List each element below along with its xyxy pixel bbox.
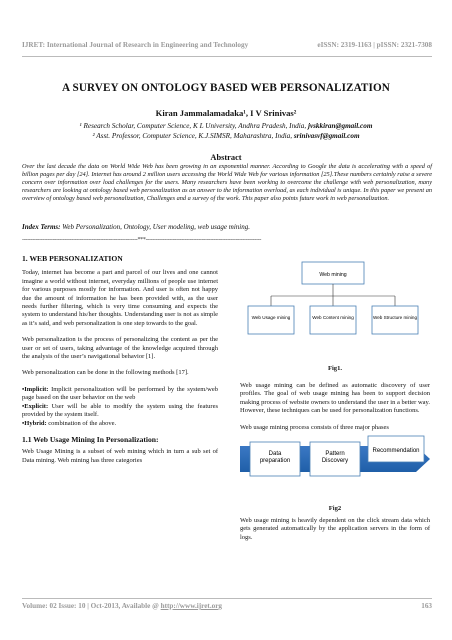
- paper-authors: Kiran Jammalamadaka¹, I V Srinivas²: [155, 108, 297, 118]
- web-usage-mining-phases-diagram: [240, 428, 430, 490]
- journal-link[interactable]: http://www.ijret.org: [160, 602, 222, 610]
- figure-1: [240, 256, 430, 372]
- affiliation-1-text: ¹ Research Scholar, Computer Science, K L University, Andhra Pradesh, India,: [79, 122, 308, 130]
- phase-label-recommendation: Recommendation: [372, 448, 420, 454]
- node-web-content-mining: [310, 306, 356, 334]
- footer-rule: [22, 598, 432, 599]
- figure-1-caption: Fig1.: [327, 365, 343, 372]
- bullet-text: User will be able to modify the system using the features provided by the system itself.: [22, 402, 218, 419]
- right-paragraph-1: Web usage mining can be defined as automatic discovery of user profiles. The goal of web usage mining has been to support decision making process of website owners to understand the user in a better way. However, these techniques can be used for personalization functions.: [240, 382, 430, 415]
- journal-issn: eISSN: 2319-1163 | pISSN: 2321-7308: [317, 41, 432, 49]
- footer-volume-text: Volume: 02 Issue: 10 | Oct-2013, Available @: [22, 602, 161, 610]
- section-separator: --------------------------------------------------------------------***--------------------------------------------------------------------: [22, 237, 262, 243]
- phase-label-word: Data: [268, 451, 282, 457]
- bullet-text: Implicit personalization will be performed by the system/web page based on the user behavior on the web: [22, 385, 218, 402]
- bullet-label: •Implicit:: [22, 385, 49, 393]
- list-item: [22, 386, 218, 403]
- right-column-bottom: [240, 517, 430, 542]
- left-paragraph-1: Today, internet has become a part and parcel of our lives and one cannot imagine a world without internet, everyday millions of people use internet for various purposes mostly for information. And user is often not happy due the amount of information he has been provided with, as the user needs further filtering, which is very time consuming and expects the system to understand his/her thoughts. Understanding user is not as simple as it’s said, and web personalization is one step towards to the goal.: [22, 269, 218, 327]
- paper-title: A SURVEY ON ONTOLOGY BASED WEB PERSONALIZATION: [62, 82, 390, 94]
- phase-label-pattern-discovery: [322, 451, 348, 464]
- figure-2: [240, 428, 430, 510]
- journal-header: [22, 41, 432, 49]
- node-web-mining-label: Web mining: [319, 272, 347, 278]
- node-web-usage-mining-label: Web Usage mining: [251, 315, 291, 320]
- affiliation-2-email[interactable]: srinivasvf@gmail.com: [293, 132, 360, 140]
- phase-label-word: preparation: [259, 458, 291, 464]
- node-web-content-mining-label: Web Content mining: [312, 315, 354, 320]
- left-paragraph-2: Web personalization is the process of personalizing the content as per the user or set of users, taking advantage of the knowledge acquired through the analysis of the user’s navigational behavior [1].: [22, 336, 218, 361]
- footer-volume: [22, 602, 222, 610]
- abstract-text: Over the last decade the data on World Wide Web has been growing in an exponential manner. According to Google the data is accelerating with a speed of billion pages per day [24]. Internet has around 2 million users accessing the World Wide Web for various information [25].These numbers certainly raise a severe concern over information over load challenges for the users. Many researchers have been working to overcome the challenge with web personalization, many researchers are looking at ontology based web personalization as an answer to the information overload, as each individual is unique. In this paper we present an overview of ontology based web personalization, Challenges and a survey of the work. This paper also points future work in web personalization.: [22, 163, 432, 203]
- index-terms: [22, 223, 432, 231]
- affiliation-1: [0, 122, 452, 130]
- left-paragraph-3: Web personalization can be done in the following methods [17].: [22, 369, 189, 377]
- personalization-methods-list: [22, 386, 218, 428]
- affiliation-2: [0, 132, 452, 140]
- page-number: 163: [421, 602, 432, 610]
- right-column-top: [240, 382, 430, 432]
- page-footer: [22, 602, 432, 610]
- right-paragraph-3: Web usage mining is heavily dependent on the click stream data which gets generated automatically by the application servers in the form of logs.: [240, 517, 430, 541]
- figure-2-caption: Fig2: [328, 505, 342, 512]
- left-column: [22, 255, 218, 465]
- left-paragraph-4: Web Usage Mining is a subset of web mining which in turn a sub set of Data mining. Web mining has three categories: [22, 448, 218, 464]
- index-terms-label: Index Terms:: [22, 223, 61, 231]
- journal-name: IJRET: International Journal of Research in Engineering and Technology: [22, 41, 249, 49]
- bullet-label: •Explicit:: [22, 402, 49, 410]
- list-item: [22, 420, 218, 428]
- node-web-structure-mining-label: Web Structure mining: [372, 315, 418, 320]
- subsection-heading-web-usage-mining: 1.1 Web Usage Mining In Personalization:: [22, 434, 159, 444]
- header-rule: [22, 56, 432, 57]
- web-mining-tree-diagram: [240, 256, 430, 354]
- list-item: [22, 403, 218, 420]
- node-web-structure-mining: [372, 306, 418, 334]
- affiliation-2-text: ² Asst. Professor, Computer Science, K.J.SIMSR, Maharashtra, India,: [92, 132, 294, 140]
- right-paragraph-2: Web usage mining process consists of three major phases: [240, 423, 389, 431]
- index-terms-text: Web Personalization, Ontology, User modeling, web usage mining.: [60, 223, 250, 231]
- node-web-usage-mining: [248, 306, 294, 334]
- abstract-heading: Abstract: [210, 153, 242, 162]
- bullet-label: •Hybrid:: [22, 419, 47, 427]
- phase-label-word: Discovery: [321, 458, 349, 464]
- section-heading-web-personalization: 1. WEB PERSONALIZATION: [22, 254, 123, 263]
- phase-label-word: Pattern: [325, 451, 345, 457]
- bullet-text: combination of the above.: [46, 419, 117, 427]
- affiliation-1-email[interactable]: jvskkiran@gmail.com: [307, 122, 373, 130]
